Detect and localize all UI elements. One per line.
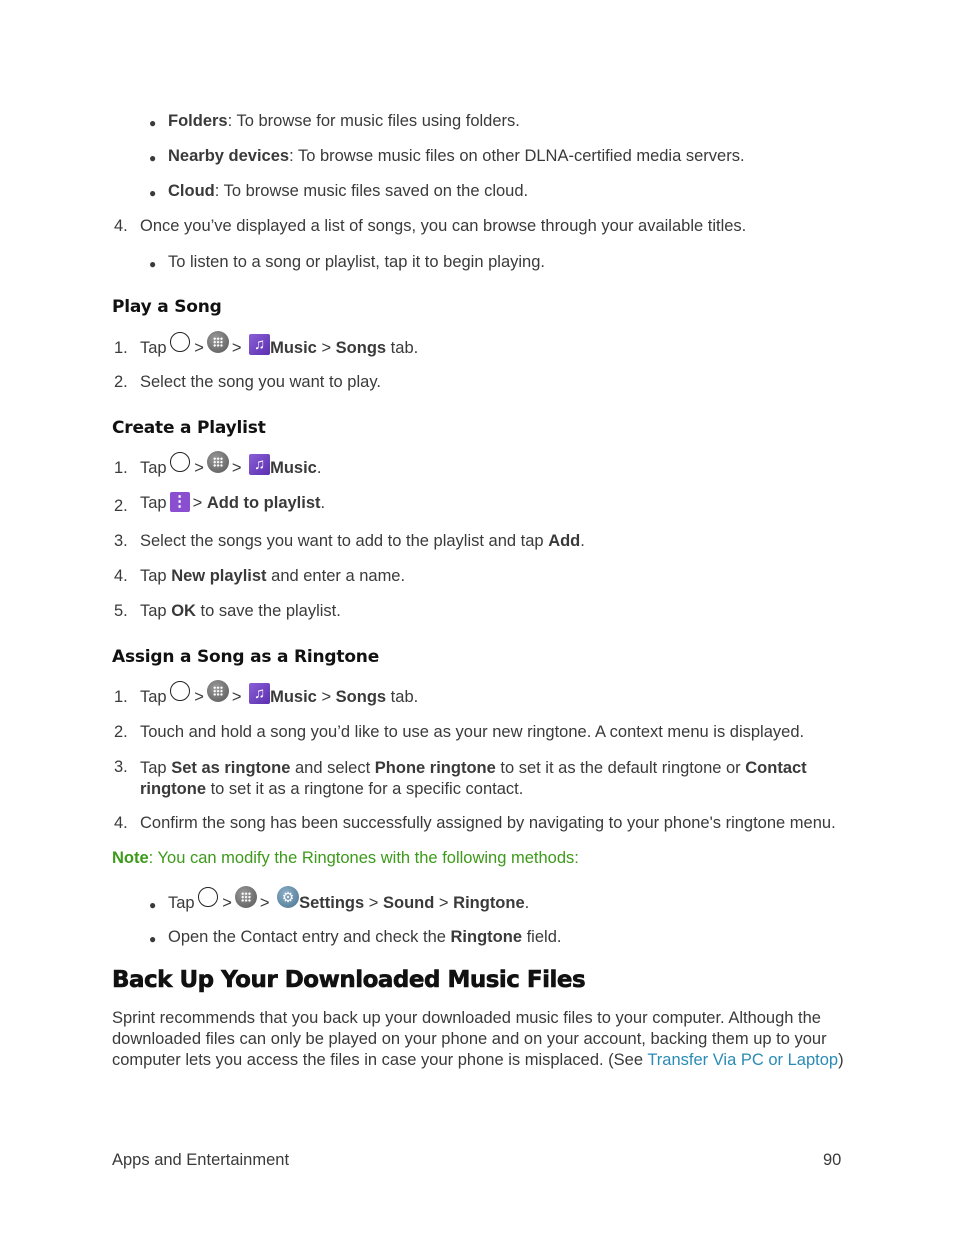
step-number: 2. <box>114 373 128 391</box>
subheading-assign-ringtone: Assign a Song as a Ringtone <box>112 647 380 667</box>
item-text: : To browse music files saved on the cloud. <box>214 182 529 200</box>
list-item: To listen to a song or playlist, tap it to begin playing. <box>168 253 545 271</box>
overflow-menu-icon: ⋮ <box>170 492 190 512</box>
bold-term: Cloud <box>168 182 215 200</box>
step-text: Select the song you want to play. <box>140 373 381 391</box>
step-text: Tap OK to save the playlist. <box>140 602 341 620</box>
bullet-glyph: ● <box>149 116 157 130</box>
step-number: 1. <box>114 688 128 706</box>
list-item <box>168 147 745 166</box>
step-number: 4. <box>114 814 128 832</box>
step-text: Tap > > ♫ Music > Songs tab. <box>140 331 418 358</box>
step-number: 2. <box>114 497 128 515</box>
backup-paragraph: Sprint recommends that you back up your downloaded music files to your computer. Although the downloaded files can only be played on your phone and on your account, backing them up to your computer lets you access the files in case your phone is misplaced. (See Transfer Via PC or Laptop) <box>112 1009 844 1069</box>
step-number: 4. <box>114 567 128 585</box>
step-text: Tap > > ♫ Music. <box>140 451 321 478</box>
step-number: 3. <box>114 758 128 776</box>
page-number: 90 <box>823 1151 842 1169</box>
subheading-play-song: Play a Song <box>112 297 222 317</box>
bullet-glyph: ● <box>149 257 157 271</box>
step-number: 1. <box>114 339 128 357</box>
subheading-create-playlist: Create a Playlist <box>112 418 266 438</box>
gear-icon: ⚙ <box>277 886 299 908</box>
bold-term: Nearby devices <box>168 147 290 165</box>
note-label: Note <box>112 849 149 867</box>
home-circle-icon <box>170 332 190 352</box>
list-item <box>168 112 520 131</box>
home-circle-icon <box>170 681 190 701</box>
step-number: 3. <box>114 532 128 550</box>
list-item: Tap > > ⚙ Settings > Sound > Ringtone. <box>168 886 529 913</box>
step-text: Tap New playlist and enter a name. <box>140 567 406 585</box>
section-heading-backup: Back Up Your Downloaded Music Files <box>112 967 586 993</box>
transfer-link[interactable]: Transfer Via PC or Laptop <box>647 1051 839 1069</box>
apps-grid-icon <box>207 451 229 473</box>
list-item: Open the Contact entry and check the Ringtone field. <box>168 928 562 946</box>
step-text: Confirm the song has been successfully assigned by navigating to your phone's ringtone menu. <box>140 814 836 832</box>
item-text: : To browse for music files using folders. <box>227 112 520 130</box>
home-circle-icon <box>170 452 190 472</box>
step-text: Tap Set as ringtone and select Phone ringtone to set it as the default ringtone or Contact ringtone to set it as a ringtone for a specific contact. <box>140 759 807 798</box>
apps-grid-icon <box>207 680 229 702</box>
music-note-icon: ♫ <box>249 334 270 355</box>
step-number: 2. <box>114 723 128 741</box>
step-text: Tap ⋮ > Add to playlist. <box>140 493 326 512</box>
bullet-glyph: ● <box>149 186 157 200</box>
apps-grid-icon <box>207 331 229 353</box>
list-item <box>168 182 528 201</box>
step-text: Tap > > ♫ Music > Songs tab. <box>140 680 418 707</box>
footer-section: Apps and Entertainment <box>112 1151 290 1169</box>
step-text: Once you’ve displayed a list of songs, you can browse through your available titles. <box>140 217 747 235</box>
bullet-glyph: ● <box>149 151 157 165</box>
step-text: Touch and hold a song you’d like to use as your new ringtone. A context menu is displayed. <box>140 723 805 741</box>
step-number: 5. <box>114 602 128 620</box>
bullet-glyph: ● <box>149 932 157 946</box>
step-text: Select the songs you want to add to the playlist and tap Add. <box>140 532 585 550</box>
home-circle-icon <box>198 887 218 907</box>
apps-grid-icon <box>235 886 257 908</box>
note-line: Note: You can modify the Ringtones with the following methods: <box>112 849 579 867</box>
step-number: 1. <box>114 459 128 477</box>
step-number: 4. <box>114 217 128 235</box>
music-note-icon: ♫ <box>249 454 270 475</box>
bullet-glyph: ● <box>149 898 157 912</box>
music-note-icon: ♫ <box>249 683 270 704</box>
item-text: : To browse music files on other DLNA-certified media servers. <box>289 147 745 165</box>
bold-term: Folders <box>168 112 228 130</box>
